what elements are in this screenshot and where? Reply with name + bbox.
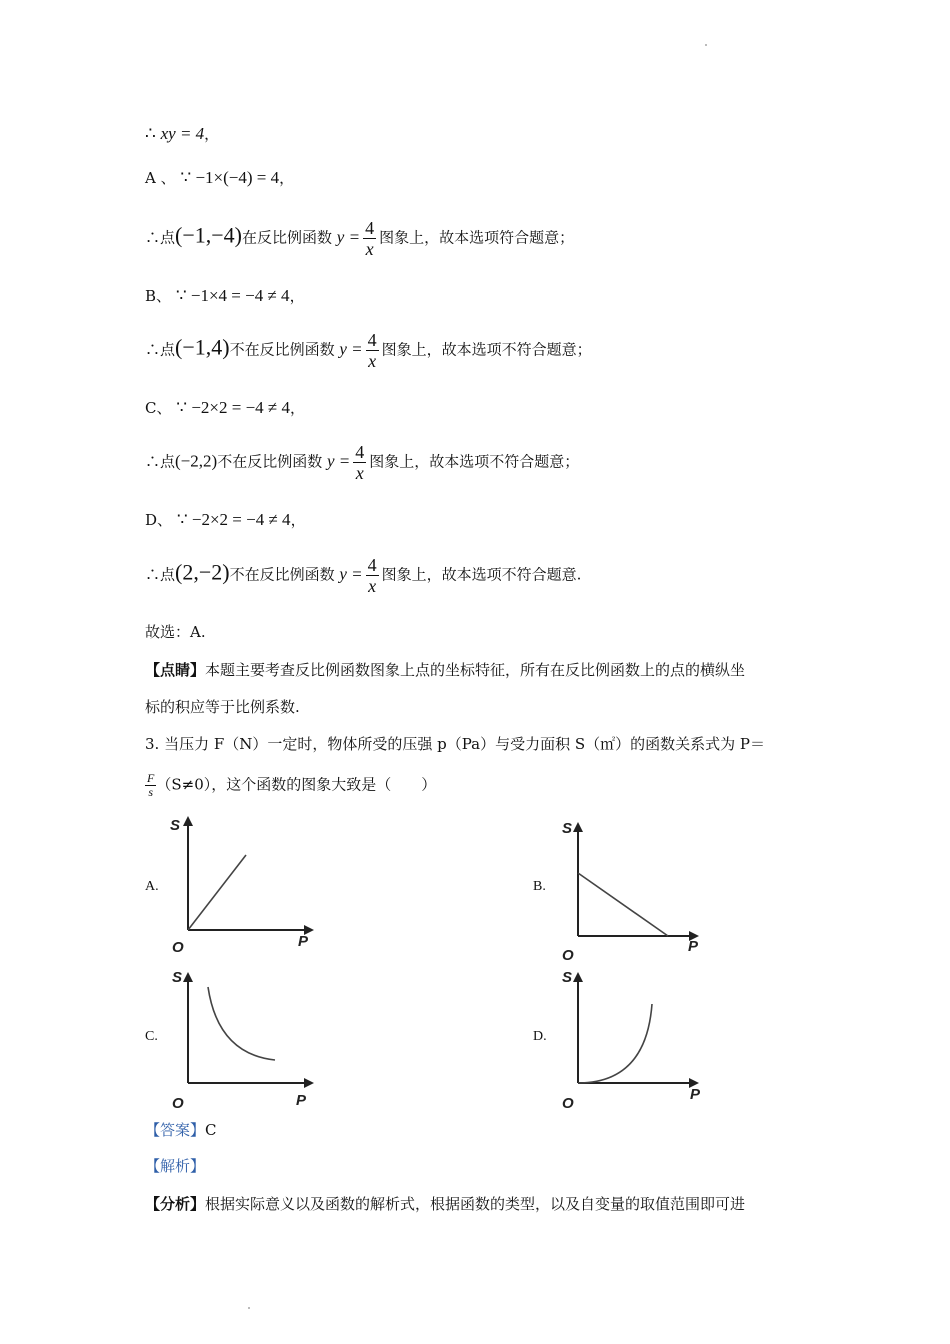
mid-text: 在反比例函数 (241, 228, 332, 247)
fraction (353, 442, 366, 483)
graph-option-c (168, 962, 318, 1112)
y-axis-label: S (562, 969, 573, 986)
option-label: A 、 (145, 169, 176, 187)
solution-line-5 (145, 330, 592, 371)
graph-option-a (168, 812, 318, 957)
option-b-label: B. (533, 879, 546, 894)
comment-text: 标的积应等于比例系数. (145, 698, 300, 716)
fraction-denominator: x (368, 576, 377, 596)
fraction (366, 330, 379, 371)
fraction-numerator: 4 (365, 218, 375, 238)
comment-text: 本题主要考查反比例函数图象上点的坐标特征，所有在反比例函数上的点的横纵坐 (205, 661, 746, 679)
punct: ， (290, 399, 306, 417)
prefix-text: ∴点 (145, 340, 176, 359)
mid-text: 不在反比例函数 (217, 452, 323, 471)
solution-line-3 (145, 218, 574, 259)
option-d-label: D. (533, 1029, 547, 1044)
y-axis-label: S (170, 817, 181, 834)
fraction-denominator: s (148, 785, 153, 799)
function-lhs: y = (336, 227, 361, 247)
therefore-symbol: ∴ (145, 124, 156, 143)
fraction (363, 218, 376, 259)
y-axis-arrow (573, 822, 583, 832)
solution-line-6 (145, 398, 305, 418)
equation: ∵ −1×4 = −4 ≠ 4 (175, 286, 290, 305)
origin-label: O (562, 1095, 574, 1112)
origin-label: O (172, 939, 184, 956)
graph-option-b (558, 815, 708, 964)
solution-line-2 (145, 168, 294, 188)
function-lhs: y = (339, 339, 363, 359)
punct: ， (279, 169, 295, 187)
fraction-denominator: x (368, 351, 377, 371)
prefix-text: ∴点 (145, 452, 176, 471)
fraction-denominator: x (355, 463, 364, 483)
point-coordinates: (2,−2) (175, 559, 230, 585)
equation: ∵ −2×2 = −4 ≠ 4 (176, 510, 291, 529)
solution-line-4 (145, 286, 305, 306)
function-lhs: y = (339, 564, 363, 584)
choice-line (145, 622, 206, 642)
origin-label: O (172, 1095, 184, 1112)
solution-line-9 (145, 555, 581, 596)
analysis-text: 根据实际意义以及函数的解析式，根据函数的类型，以及自变量的取值范围即可进 (205, 1195, 746, 1213)
question-text: （S≠0），这个函数的图象大致是（ ） (156, 775, 437, 794)
punct: ， (289, 287, 305, 305)
answer-line (145, 1120, 217, 1140)
option-label: D、 (145, 511, 173, 529)
fraction-numerator: 4 (367, 555, 377, 575)
fraction-numerator: 4 (367, 330, 377, 350)
x-axis-arrow (304, 1078, 314, 1088)
y-axis-arrow (183, 972, 193, 982)
comment-line-1 (145, 660, 745, 680)
analysis-tag: 【解析】 (145, 1157, 206, 1175)
option-a-label: A. (145, 879, 159, 894)
equation: xy = 4 (160, 124, 205, 143)
choice-text: 故选：A. (145, 623, 206, 641)
fraction-numerator: 4 (355, 442, 365, 462)
suffix-text: 图象上，故本选项不符合题意； (369, 452, 580, 471)
y-axis-label: S (172, 969, 183, 986)
suffix-text: 图象上，故本选项不符合题意； (381, 340, 592, 359)
prefix-text: ∴点 (145, 565, 176, 584)
suffix-text: 图象上，故本选项不符合题意. (381, 565, 582, 584)
x-axis-label: P (690, 1086, 701, 1103)
equation: ∵ −2×2 = −4 ≠ 4 (176, 398, 291, 417)
mid-text: 不在反比例函数 (229, 340, 335, 359)
question-stem-2 (145, 772, 436, 799)
analysis-sub-tag: 【分析】 (145, 1195, 206, 1213)
scan-dot (705, 44, 707, 46)
y-axis-arrow (183, 816, 193, 826)
fraction (145, 772, 156, 799)
option-label: B、 (145, 287, 172, 305)
graph-option-d (558, 962, 708, 1112)
solution-line-1 (145, 124, 219, 144)
x-axis-label: P (296, 1092, 307, 1109)
solution-line-7 (145, 442, 579, 483)
scan-dot (248, 1307, 250, 1309)
comment-line-2 (145, 697, 300, 717)
graph-line (188, 855, 246, 930)
graph-line (578, 873, 668, 936)
mid-text: 不在反比例函数 (229, 565, 335, 584)
graph-curve (208, 987, 275, 1060)
punct: ， (290, 511, 306, 529)
fraction-numerator: F (147, 771, 155, 785)
question-text: 3. 当压力 F（N）一定时，物体所受的压强 p（Pa）与受力面积 S（㎡）的函数关系式为 P＝ (145, 735, 766, 753)
y-axis-arrow (573, 972, 583, 982)
function-lhs: y = (326, 451, 351, 471)
fraction-denominator: x (365, 239, 374, 259)
prefix-text: ∴点 (145, 228, 176, 247)
solution-line-8 (145, 510, 306, 530)
analysis-line (145, 1194, 745, 1214)
x-axis-label: P (298, 933, 309, 950)
x-axis-label: P (688, 938, 699, 955)
question-stem-1 (145, 734, 765, 754)
point-coordinates: (−2,2) (175, 451, 218, 471)
answer-tag: 【答案】 (145, 1121, 206, 1139)
y-axis-label: S (562, 820, 573, 837)
comment-tag: 【点睛】 (145, 661, 206, 679)
option-c-label: C. (145, 1029, 158, 1044)
suffix-text: 图象上，故本选项符合题意； (379, 228, 575, 247)
punct: ， (204, 125, 220, 143)
point-coordinates: (−1,−4) (175, 222, 242, 248)
fraction (366, 555, 379, 596)
origin-label: O (562, 947, 574, 964)
equation: ∵ −1×(−4) = 4 (180, 168, 280, 187)
point-coordinates: (−1,4) (175, 334, 230, 360)
option-label: C、 (145, 399, 172, 417)
graph-curve (578, 1004, 652, 1083)
answer-value: C (205, 1121, 217, 1139)
analysis-heading (145, 1156, 205, 1176)
